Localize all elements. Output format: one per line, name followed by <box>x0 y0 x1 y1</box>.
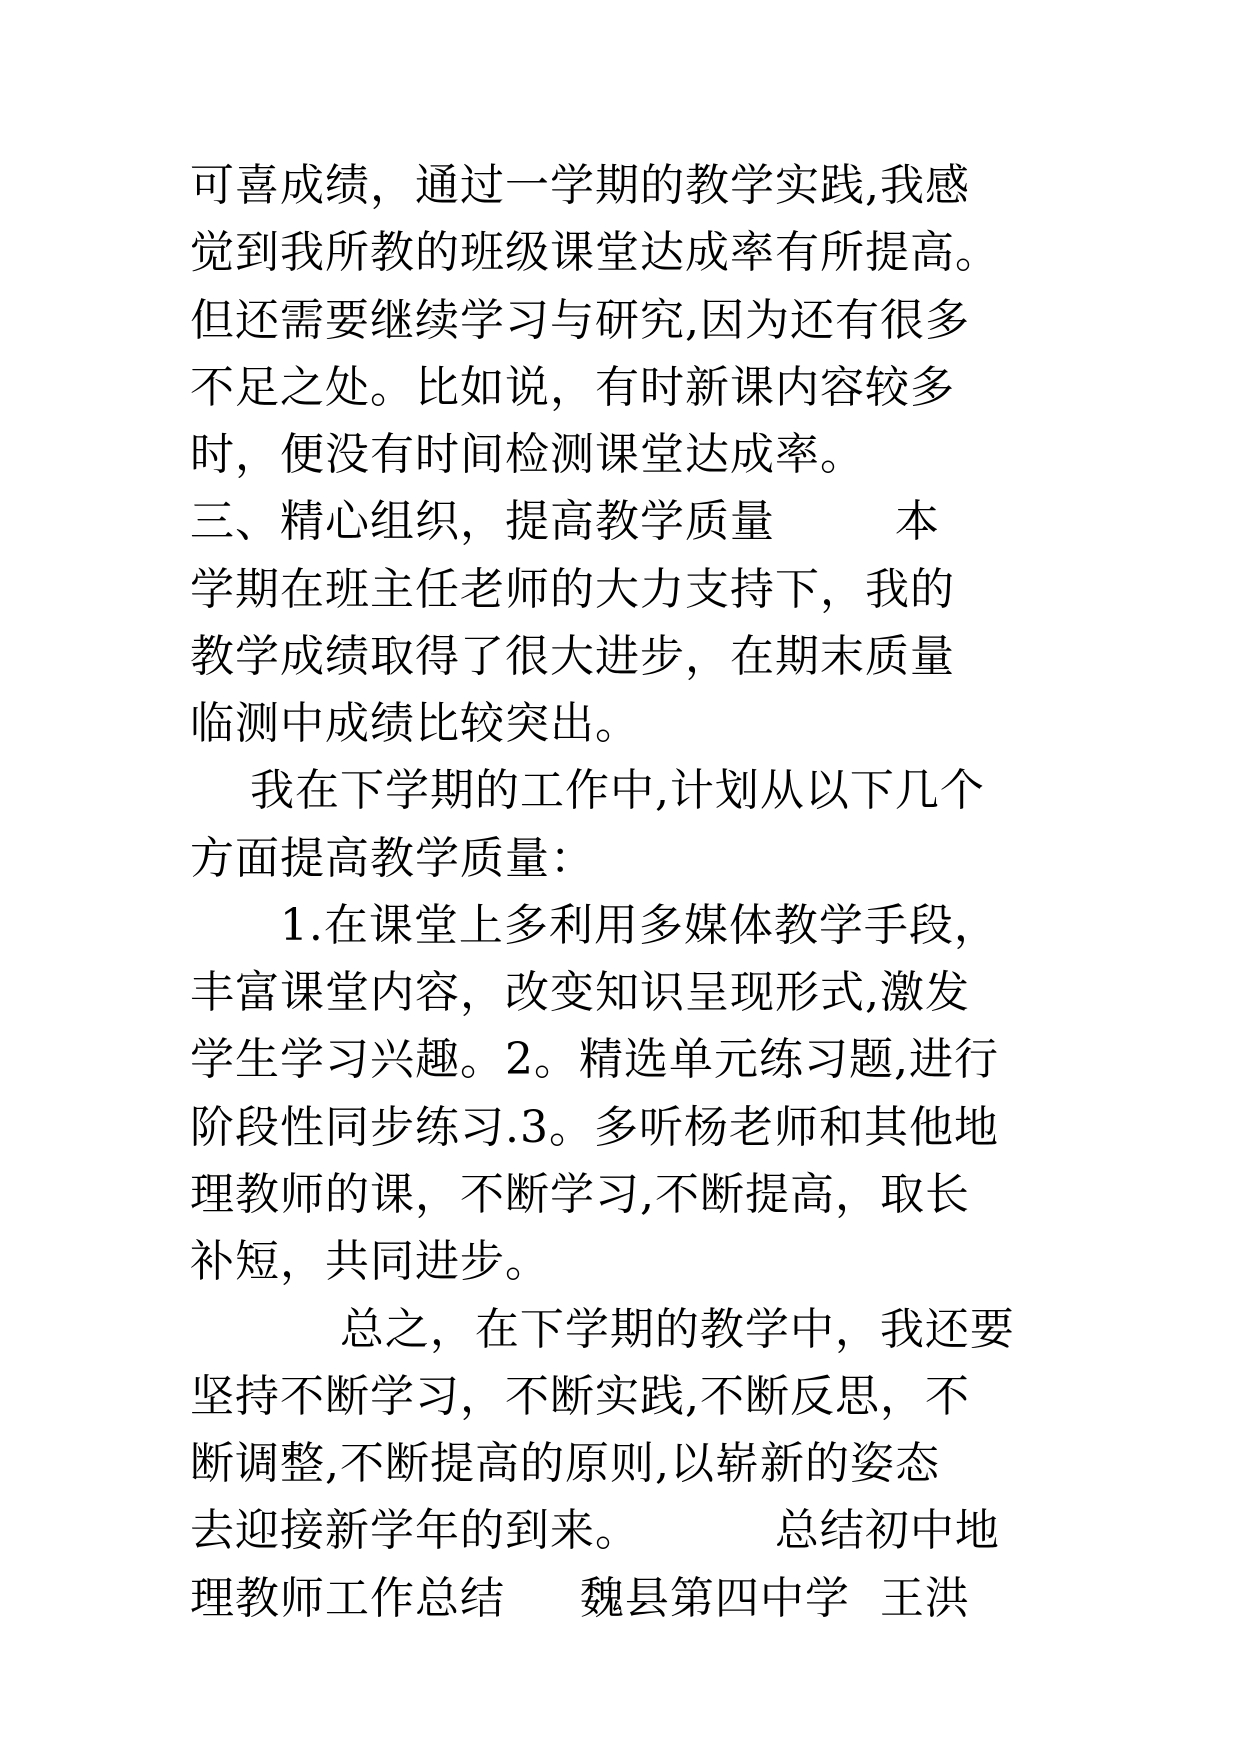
text-line: 方面提高教学质量： <box>190 833 595 884</box>
text-line: 临测中成绩比较突出。 <box>190 698 640 749</box>
text-line: 可喜成绩，通过一学期的教学实践,我感 <box>190 160 970 211</box>
text-line: 1.在课堂上多利用多媒体教学手段， <box>190 900 999 951</box>
text-line: 我在下学期的工作中,计划从以下几个 <box>190 765 985 816</box>
text-line: 断调整,不断提高的原则,以崭新的姿态 <box>190 1438 940 1489</box>
text-line: 但还需要继续学习与研究,因为还有很多 <box>190 295 970 346</box>
text-line: 坚持不断学习，不断实践,不断反思，不 <box>190 1371 970 1422</box>
text-line: 觉到我所教的班级课堂达成率有所提高。 <box>190 227 1000 278</box>
text-line: 丰富课堂内容，改变知识呈现形式,激发 <box>190 967 970 1018</box>
text-line: 阶段性同步练习.3。多听杨老师和其他地 <box>190 1102 999 1153</box>
text-line: 补短，共同进步。 <box>190 1236 550 1287</box>
text-line: 理教师的课，不断学习,不断提高，取长 <box>190 1169 970 1220</box>
text-line: 理教师工作总结 魏县第四中学 王洪 <box>190 1573 970 1624</box>
text-line: 教学成绩取得了很大进步，在期末质量 <box>190 631 955 682</box>
text-line: 时，便没有时间检测课堂达成率。 <box>190 429 865 480</box>
text-line: 不足之处。比如说，有时新课内容较多 <box>190 362 955 413</box>
text-line: 去迎接新学年的到来。 总结初中地 <box>190 1505 1000 1556</box>
text-line: 学期在班主任老师的大力支持下，我的 <box>190 564 955 615</box>
text-line: 学生学习兴趣。2。精选单元练习题,进行 <box>190 1034 999 1085</box>
text-line: 总之，在下学期的教学中，我还要 <box>190 1304 1015 1355</box>
section-heading-line: 三、精心组织，提高教学质量 本 <box>190 496 940 547</box>
